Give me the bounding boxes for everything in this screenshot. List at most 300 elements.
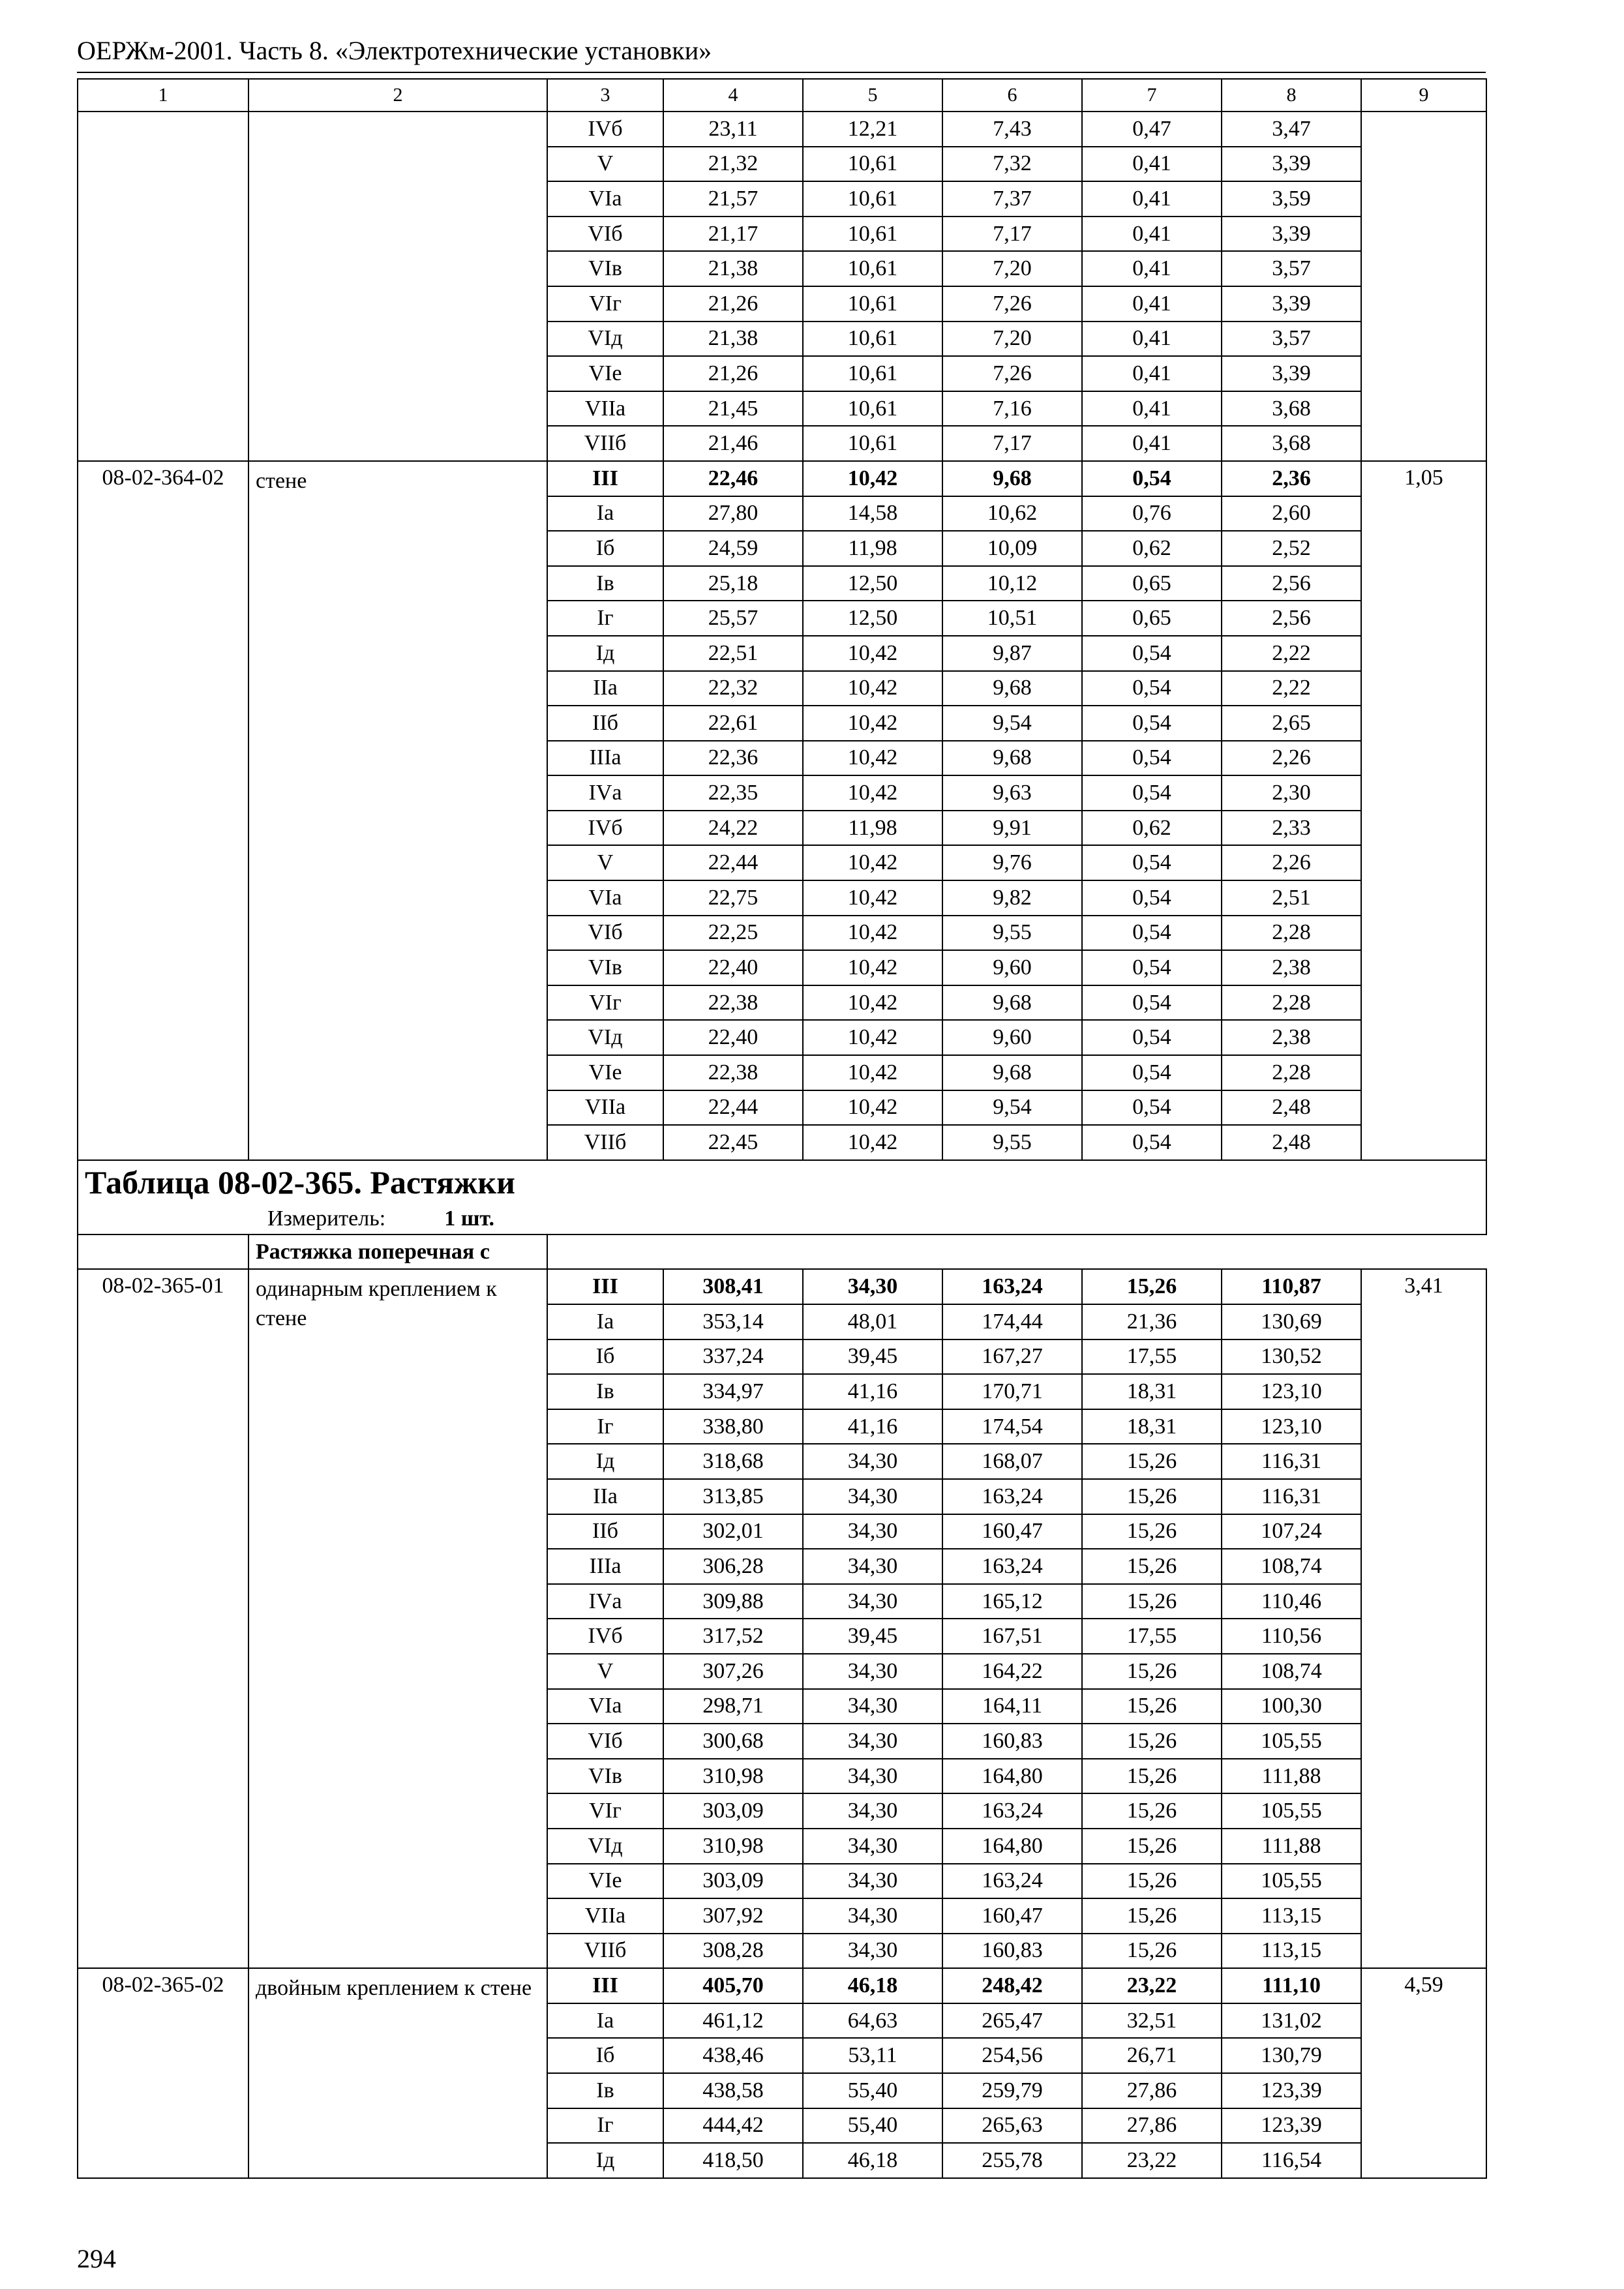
value-cell: 34,30	[803, 1654, 942, 1689]
value-cell: 2,48	[1222, 1125, 1361, 1160]
value-cell: 105,55	[1222, 1793, 1361, 1829]
value-cell: 0,54	[1082, 1055, 1222, 1090]
value-cell: 11,98	[803, 531, 942, 566]
zone-cell: Iв	[547, 1374, 663, 1409]
value-cell: 0,41	[1082, 426, 1222, 461]
column-number: 1	[78, 79, 248, 112]
zone-cell: Iв	[547, 2073, 663, 2108]
value-cell: 170,71	[942, 1374, 1082, 1409]
value-cell: 0,54	[1082, 636, 1222, 671]
zone-cell: Iв	[547, 566, 663, 601]
coefficient-cell: 1,05	[1361, 461, 1486, 1160]
value-cell: 27,86	[1082, 2108, 1222, 2144]
value-cell: 0,54	[1082, 916, 1222, 951]
value-cell: 10,42	[803, 916, 942, 951]
value-cell: 0,41	[1082, 286, 1222, 322]
zone-cell: III	[547, 1269, 663, 1304]
value-cell: 7,32	[942, 147, 1082, 182]
value-cell: 10,09	[942, 531, 1082, 566]
value-cell: 0,62	[1082, 531, 1222, 566]
value-cell: 353,14	[663, 1304, 803, 1339]
value-cell: 15,26	[1082, 1654, 1222, 1689]
value-cell: 9,68	[942, 1055, 1082, 1090]
value-cell: 9,55	[942, 916, 1082, 951]
value-cell: 130,52	[1222, 1339, 1361, 1375]
column-number: 2	[248, 79, 547, 112]
value-cell: 163,24	[942, 1269, 1082, 1304]
value-cell: 438,46	[663, 2038, 803, 2073]
value-cell: 34,30	[803, 1689, 942, 1724]
rate-name: одинарным креплением к стене	[248, 1269, 547, 1968]
column-number: 7	[1082, 79, 1222, 112]
value-cell: 3,39	[1222, 356, 1361, 391]
value-cell: 160,47	[942, 1514, 1082, 1549]
value-cell: 0,54	[1082, 880, 1222, 916]
value-cell: 2,28	[1222, 916, 1361, 951]
value-cell: 2,26	[1222, 741, 1361, 776]
value-cell: 21,17	[663, 217, 803, 252]
zone-cell: IVа	[547, 775, 663, 811]
value-cell: 21,38	[663, 251, 803, 286]
zone-cell: VIIб	[547, 426, 663, 461]
value-cell: 22,61	[663, 706, 803, 741]
measure-value: 1 шт.	[444, 1206, 495, 1231]
zone-cell: IIа	[547, 671, 663, 706]
value-cell: 313,85	[663, 1479, 803, 1514]
value-cell: 15,26	[1082, 1479, 1222, 1514]
value-cell: 303,09	[663, 1793, 803, 1829]
table-row	[78, 1269, 1486, 1304]
value-cell: 22,46	[663, 461, 803, 496]
value-cell: 0,41	[1082, 147, 1222, 182]
value-cell: 174,44	[942, 1304, 1082, 1339]
value-cell: 0,54	[1082, 1090, 1222, 1126]
value-cell: 2,30	[1222, 775, 1361, 811]
value-cell: 21,57	[663, 181, 803, 217]
zone-cell: Iг	[547, 601, 663, 636]
zone-cell: Iа	[547, 2003, 663, 2039]
value-cell: 2,65	[1222, 706, 1361, 741]
value-cell: 163,24	[942, 1793, 1082, 1829]
value-cell: 9,63	[942, 775, 1082, 811]
value-cell: 10,42	[803, 1055, 942, 1090]
zone-cell: VIг	[547, 286, 663, 322]
value-cell: 10,61	[803, 217, 942, 252]
value-cell: 0,41	[1082, 356, 1222, 391]
value-cell: 3,68	[1222, 391, 1361, 426]
zone-cell: VIб	[547, 1724, 663, 1759]
value-cell: 34,30	[803, 1829, 942, 1864]
zone-cell: Iд	[547, 1444, 663, 1479]
value-cell: 303,09	[663, 1864, 803, 1899]
value-cell: 0,41	[1082, 391, 1222, 426]
value-cell: 461,12	[663, 2003, 803, 2039]
value-cell: 10,42	[803, 985, 942, 1021]
value-cell: 130,69	[1222, 1304, 1361, 1339]
value-cell: 2,36	[1222, 461, 1361, 496]
subheading-row	[78, 1234, 1486, 1270]
rate-name: стене	[248, 461, 547, 1160]
value-cell: 107,24	[1222, 1514, 1361, 1549]
value-cell: 18,31	[1082, 1409, 1222, 1444]
value-cell: 2,28	[1222, 1055, 1361, 1090]
zone-cell: IIа	[547, 1479, 663, 1514]
value-cell: 15,26	[1082, 1269, 1222, 1304]
value-cell: 22,40	[663, 1020, 803, 1055]
value-cell: 7,20	[942, 251, 1082, 286]
value-cell: 22,25	[663, 916, 803, 951]
value-cell: 265,47	[942, 2003, 1082, 2039]
value-cell: 100,30	[1222, 1689, 1361, 1724]
value-cell: 34,30	[803, 1444, 942, 1479]
value-cell: 318,68	[663, 1444, 803, 1479]
value-cell: 12,50	[803, 601, 942, 636]
measure-line	[267, 1208, 1486, 1234]
value-cell: 164,80	[942, 1829, 1082, 1864]
header-rule	[77, 72, 1486, 73]
value-cell: 34,30	[803, 1584, 942, 1619]
value-cell: 15,26	[1082, 1793, 1222, 1829]
value-cell: 3,57	[1222, 251, 1361, 286]
value-cell: 7,26	[942, 286, 1082, 322]
value-cell: 165,12	[942, 1584, 1082, 1619]
value-cell: 15,26	[1082, 1898, 1222, 1934]
value-cell: 34,30	[803, 1864, 942, 1899]
value-cell: 0,54	[1082, 1125, 1222, 1160]
value-cell: 21,38	[663, 322, 803, 357]
value-cell: 15,26	[1082, 1514, 1222, 1549]
value-cell: 0,65	[1082, 601, 1222, 636]
value-cell: 302,01	[663, 1514, 803, 1549]
value-cell: 164,11	[942, 1689, 1082, 1724]
value-cell: 3,39	[1222, 217, 1361, 252]
value-cell: 22,38	[663, 1055, 803, 1090]
column-number: 6	[942, 79, 1082, 112]
value-cell: 108,74	[1222, 1549, 1361, 1584]
zone-cell: Iд	[547, 2143, 663, 2178]
value-cell: 3,39	[1222, 147, 1361, 182]
value-cell: 10,12	[942, 566, 1082, 601]
zone-cell: IIб	[547, 1514, 663, 1549]
value-cell: 123,39	[1222, 2108, 1361, 2144]
value-cell: 23,22	[1082, 2143, 1222, 2178]
value-cell: 10,61	[803, 322, 942, 357]
value-cell: 307,26	[663, 1654, 803, 1689]
value-cell: 34,30	[803, 1479, 942, 1514]
value-cell: 0,41	[1082, 217, 1222, 252]
value-cell: 163,24	[942, 1864, 1082, 1899]
value-cell: 418,50	[663, 2143, 803, 2178]
value-cell: 105,55	[1222, 1864, 1361, 1899]
value-cell: 10,42	[803, 741, 942, 776]
zone-cell: VIг	[547, 1793, 663, 1829]
value-cell: 7,17	[942, 426, 1082, 461]
zone-cell: IVа	[547, 1584, 663, 1619]
value-cell: 15,26	[1082, 1829, 1222, 1864]
value-cell: 308,41	[663, 1269, 803, 1304]
value-cell: 34,30	[803, 1514, 942, 1549]
zone-cell: VIв	[547, 950, 663, 985]
value-cell: 21,36	[1082, 1304, 1222, 1339]
value-cell: 25,18	[663, 566, 803, 601]
zone-cell: V	[547, 845, 663, 880]
value-cell: 21,26	[663, 356, 803, 391]
rate-name: двойным креплением к стене	[248, 1968, 547, 2178]
value-cell: 317,52	[663, 1619, 803, 1654]
zone-cell: VIа	[547, 1689, 663, 1724]
value-cell: 26,71	[1082, 2038, 1222, 2073]
zone-cell: Iа	[547, 496, 663, 531]
zone-cell: Iб	[547, 1339, 663, 1375]
value-cell: 10,61	[803, 181, 942, 217]
value-cell: 10,61	[803, 286, 942, 322]
value-cell: 0,54	[1082, 741, 1222, 776]
value-cell: 39,45	[803, 1619, 942, 1654]
rate-name	[248, 112, 547, 461]
value-cell: 34,30	[803, 1269, 942, 1304]
rate-code: 08-02-364-02	[78, 461, 248, 1160]
value-cell: 265,63	[942, 2108, 1082, 2144]
value-cell: 3,57	[1222, 322, 1361, 357]
value-cell: 23,22	[1082, 1968, 1222, 2003]
value-cell: 22,32	[663, 671, 803, 706]
value-cell: 0,54	[1082, 950, 1222, 985]
zone-cell: VIе	[547, 1864, 663, 1899]
value-cell: 34,30	[803, 1898, 942, 1934]
zone-cell: VIIб	[547, 1125, 663, 1160]
value-cell: 21,46	[663, 426, 803, 461]
value-cell: 34,30	[803, 1793, 942, 1829]
column-number: 3	[547, 79, 663, 112]
value-cell: 2,22	[1222, 671, 1361, 706]
zone-cell: Iд	[547, 636, 663, 671]
value-cell: 46,18	[803, 2143, 942, 2178]
zone-cell: III	[547, 1968, 663, 2003]
coefficient-cell	[1361, 112, 1486, 461]
table-title-row	[78, 1160, 1486, 1234]
value-cell: 34,30	[803, 1934, 942, 1969]
value-cell: 21,45	[663, 391, 803, 426]
value-cell: 39,45	[803, 1339, 942, 1375]
value-cell: 10,42	[803, 636, 942, 671]
value-cell: 14,58	[803, 496, 942, 531]
zone-cell: IVб	[547, 811, 663, 846]
value-cell: 334,97	[663, 1374, 803, 1409]
value-cell: 10,61	[803, 147, 942, 182]
value-cell: 306,28	[663, 1549, 803, 1584]
value-cell: 15,26	[1082, 1759, 1222, 1794]
value-cell: 9,68	[942, 985, 1082, 1021]
zone-cell: V	[547, 1654, 663, 1689]
value-cell: 10,42	[803, 671, 942, 706]
value-cell: 298,71	[663, 1689, 803, 1724]
value-cell: 22,40	[663, 950, 803, 985]
zone-cell: VIв	[547, 1759, 663, 1794]
zone-cell: IVб	[547, 1619, 663, 1654]
zone-cell: III	[547, 461, 663, 496]
column-number: 8	[1222, 79, 1361, 112]
zone-cell: Iб	[547, 2038, 663, 2073]
value-cell: 164,22	[942, 1654, 1082, 1689]
value-cell: 15,26	[1082, 1584, 1222, 1619]
value-cell: 10,42	[803, 950, 942, 985]
value-cell: 337,24	[663, 1339, 803, 1375]
value-cell: 22,51	[663, 636, 803, 671]
value-cell: 9,60	[942, 950, 1082, 985]
value-cell: 163,24	[942, 1549, 1082, 1584]
value-cell: 163,24	[942, 1479, 1082, 1514]
value-cell: 167,51	[942, 1619, 1082, 1654]
value-cell: 18,31	[1082, 1374, 1222, 1409]
value-cell: 438,58	[663, 2073, 803, 2108]
value-cell: 0,41	[1082, 181, 1222, 217]
value-cell: 0,54	[1082, 1020, 1222, 1055]
value-cell: 0,47	[1082, 112, 1222, 147]
value-cell: 2,48	[1222, 1090, 1361, 1126]
value-cell: 0,76	[1082, 496, 1222, 531]
value-cell: 2,38	[1222, 1020, 1361, 1055]
value-cell: 23,11	[663, 112, 803, 147]
value-cell: 9,68	[942, 671, 1082, 706]
value-cell: 131,02	[1222, 2003, 1361, 2039]
coefficient-cell: 3,41	[1361, 1269, 1486, 1968]
value-cell: 9,76	[942, 845, 1082, 880]
value-cell: 21,26	[663, 286, 803, 322]
value-cell: 307,92	[663, 1898, 803, 1934]
zone-cell: IVб	[547, 112, 663, 147]
value-cell: 108,74	[1222, 1654, 1361, 1689]
value-cell: 0,54	[1082, 706, 1222, 741]
value-cell: 123,10	[1222, 1409, 1361, 1444]
value-cell: 24,22	[663, 811, 803, 846]
value-cell: 27,80	[663, 496, 803, 531]
value-cell: 41,16	[803, 1409, 942, 1444]
value-cell: 34,30	[803, 1549, 942, 1584]
value-cell: 248,42	[942, 1968, 1082, 2003]
value-cell: 41,16	[803, 1374, 942, 1409]
zone-cell: VIе	[547, 356, 663, 391]
value-cell: 17,55	[1082, 1339, 1222, 1375]
value-cell: 160,83	[942, 1934, 1082, 1969]
zone-cell: VIIа	[547, 1090, 663, 1126]
value-cell: 444,42	[663, 2108, 803, 2144]
value-cell: 2,51	[1222, 880, 1361, 916]
measure-label: Измеритель:	[267, 1206, 386, 1231]
rates-table	[77, 78, 1487, 2179]
value-cell: 9,82	[942, 880, 1082, 916]
value-cell: 64,63	[803, 2003, 942, 2039]
rate-code: 08-02-365-01	[78, 1269, 248, 1968]
value-cell: 7,26	[942, 356, 1082, 391]
value-cell: 2,26	[1222, 845, 1361, 880]
value-cell: 111,10	[1222, 1968, 1361, 2003]
table-row	[78, 112, 1486, 147]
zone-cell: VIв	[547, 251, 663, 286]
zone-cell: VIб	[547, 217, 663, 252]
value-cell: 0,54	[1082, 461, 1222, 496]
value-cell: 9,91	[942, 811, 1082, 846]
value-cell: 34,30	[803, 1759, 942, 1794]
value-cell: 9,68	[942, 461, 1082, 496]
value-cell: 22,44	[663, 1090, 803, 1126]
value-cell: 405,70	[663, 1968, 803, 2003]
value-cell: 123,10	[1222, 1374, 1361, 1409]
value-cell: 160,83	[942, 1724, 1082, 1759]
value-cell: 310,98	[663, 1759, 803, 1794]
zone-cell: VIа	[547, 880, 663, 916]
zone-cell: VIе	[547, 1055, 663, 1090]
value-cell: 0,65	[1082, 566, 1222, 601]
value-cell: 15,26	[1082, 1689, 1222, 1724]
value-cell: 160,47	[942, 1898, 1082, 1934]
value-cell: 7,16	[942, 391, 1082, 426]
zone-cell: VIд	[547, 322, 663, 357]
zone-cell: VIа	[547, 181, 663, 217]
value-cell: 0,41	[1082, 251, 1222, 286]
value-cell: 3,68	[1222, 426, 1361, 461]
value-cell: 10,61	[803, 251, 942, 286]
value-cell: 174,54	[942, 1409, 1082, 1444]
value-cell: 10,51	[942, 601, 1082, 636]
value-cell: 116,54	[1222, 2143, 1361, 2178]
value-cell: 110,87	[1222, 1269, 1361, 1304]
value-cell: 48,01	[803, 1304, 942, 1339]
value-cell: 0,54	[1082, 671, 1222, 706]
value-cell: 22,75	[663, 880, 803, 916]
value-cell: 3,59	[1222, 181, 1361, 217]
zone-cell: Iг	[547, 1409, 663, 1444]
zone-cell: V	[547, 147, 663, 182]
value-cell: 15,26	[1082, 1444, 1222, 1479]
rate-code	[78, 112, 248, 461]
value-cell: 7,20	[942, 322, 1082, 357]
value-cell: 9,54	[942, 1090, 1082, 1126]
value-cell: 110,46	[1222, 1584, 1361, 1619]
value-cell: 10,42	[803, 1125, 942, 1160]
value-cell: 10,42	[803, 1090, 942, 1126]
subheading: Растяжка поперечная с	[248, 1234, 547, 1270]
value-cell: 9,55	[942, 1125, 1082, 1160]
value-cell: 11,98	[803, 811, 942, 846]
value-cell: 2,56	[1222, 601, 1361, 636]
column-number: 5	[803, 79, 942, 112]
value-cell: 116,31	[1222, 1479, 1361, 1514]
zone-cell: Iб	[547, 531, 663, 566]
value-cell: 10,42	[803, 775, 942, 811]
value-cell: 9,60	[942, 1020, 1082, 1055]
page-header: ОЕРЖм-2001. Часть 8. «Электротехнические установки»	[77, 36, 712, 65]
rate-code: 08-02-365-02	[78, 1968, 248, 2178]
value-cell: 15,26	[1082, 1934, 1222, 1969]
value-cell: 3,47	[1222, 112, 1361, 147]
zone-cell: VIIб	[547, 1934, 663, 1969]
value-cell: 9,87	[942, 636, 1082, 671]
value-cell: 2,28	[1222, 985, 1361, 1021]
value-cell: 111,88	[1222, 1759, 1361, 1794]
zone-cell: Iг	[547, 2108, 663, 2144]
value-cell: 164,80	[942, 1759, 1082, 1794]
value-cell: 34,30	[803, 1724, 942, 1759]
value-cell: 123,39	[1222, 2073, 1361, 2108]
value-cell: 308,28	[663, 1934, 803, 1969]
value-cell: 3,39	[1222, 286, 1361, 322]
value-cell: 0,54	[1082, 985, 1222, 1021]
value-cell: 10,42	[803, 706, 942, 741]
zone-cell: VIд	[547, 1020, 663, 1055]
value-cell: 2,52	[1222, 531, 1361, 566]
value-cell: 46,18	[803, 1968, 942, 2003]
value-cell: 10,42	[803, 461, 942, 496]
